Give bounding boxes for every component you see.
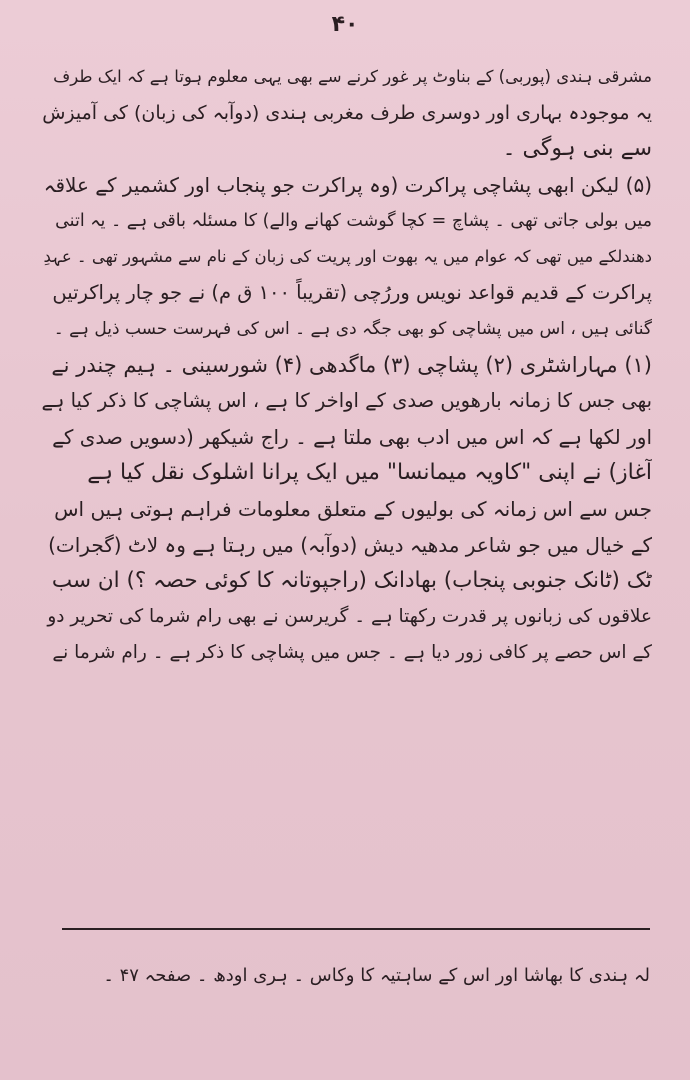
text-line: میں بولی جاتی تھی ۔ پشاچ = کچا گوشت کھانے والے) کا مسئلہ باقی ہے ۔ یہ اتنی	[55, 211, 652, 231]
text-line: آغاز) نے اپنی "کاویہ میمانسا" میں ایک پرانا اشلوک نقل کیا ہے	[87, 460, 652, 485]
body-text	[40, 62, 652, 674]
text-line: (۱) مہاراشٹری (۲) پشاچی (۳) ماگدھی (۴) شورسینی ۔ ہیم چندر نے	[51, 353, 652, 377]
footnote-divider	[62, 928, 650, 930]
text-line: مشرقی ہندی (پوربی) کے بناوٹ پر غور کرنے سے بھی یہی معلوم ہوتا ہے کہ ایک طرف	[53, 67, 652, 86]
text-line: جس سے اس زمانہ کی بولیوں کے متعلق معلومات فراہم ہوتی ہیں اس	[54, 497, 652, 521]
text-line: کے خیال میں جو شاعر مدھیہ دیش (دوآبہ) میں رہتا ہے وہ لاٹ (گجرات)	[48, 533, 652, 557]
text-line: علاقوں کی زبانوں پر قدرت رکھتا ہے ۔ گریرسن نے بھی رام شرما کی تحریر دو	[47, 606, 652, 627]
text-line: (۵) لیکن ابھی پشاچی پراکرت (وہ پراکرت جو پنجاب اور کشمیر کے علاقہ	[43, 173, 652, 197]
text-line: گنائی ہیں ، اس میں پشاچی کو بھی جگہ دی ہے ۔ اس کی فہرست حسب ذیل ہے ۔	[53, 319, 652, 339]
text-line: سے بنی ہوگی ۔	[502, 136, 652, 161]
text-line: بھی جس کا زمانہ بارھویں صدی کے اواخر کا ہے ، اس پشاچی کا ذکر کیا ہے	[41, 389, 652, 412]
text-line: یہ موجودہ بہاری اور دوسری طرف مغربی ہندی (دوآبہ کی زبان) کی آمیزش	[42, 102, 652, 124]
page-number: ۴۰	[331, 12, 359, 37]
text-line: اور لکھا ہے کہ اس میں ادب بھی ملتا ہے ۔ راج شیکھر (دسویں صدی کے	[52, 425, 652, 449]
text-line: ٹک (ٹانک جنوبی پنجاب) بھادانک (راجپوتانہ کا کوئی حصہ ؟) ان سب	[51, 568, 652, 593]
text-line: دھندلکے میں تھی کہ عوام میں یہ بھوت اور پریت کی زبان کے نام سے مشہور تھی ۔ عہدِ	[43, 247, 652, 266]
text-line: کے اس حصے پر کافی زور دیا ہے ۔ جس میں پشاچی کا ذکر ہے ۔ رام شرما نے	[52, 642, 652, 663]
text-line: پراکرت کے قدیم قواعد نویس وررُچی (تقریباً ۱۰۰ ق م) نے جو چار پراکرتیں	[52, 281, 652, 304]
footnote: لہ ہندی کا بھاشا اور اس کے ساہتیہ کا وکاس ۔ ہری اودھ ۔ صفحہ ۴۷ ۔	[103, 965, 650, 986]
